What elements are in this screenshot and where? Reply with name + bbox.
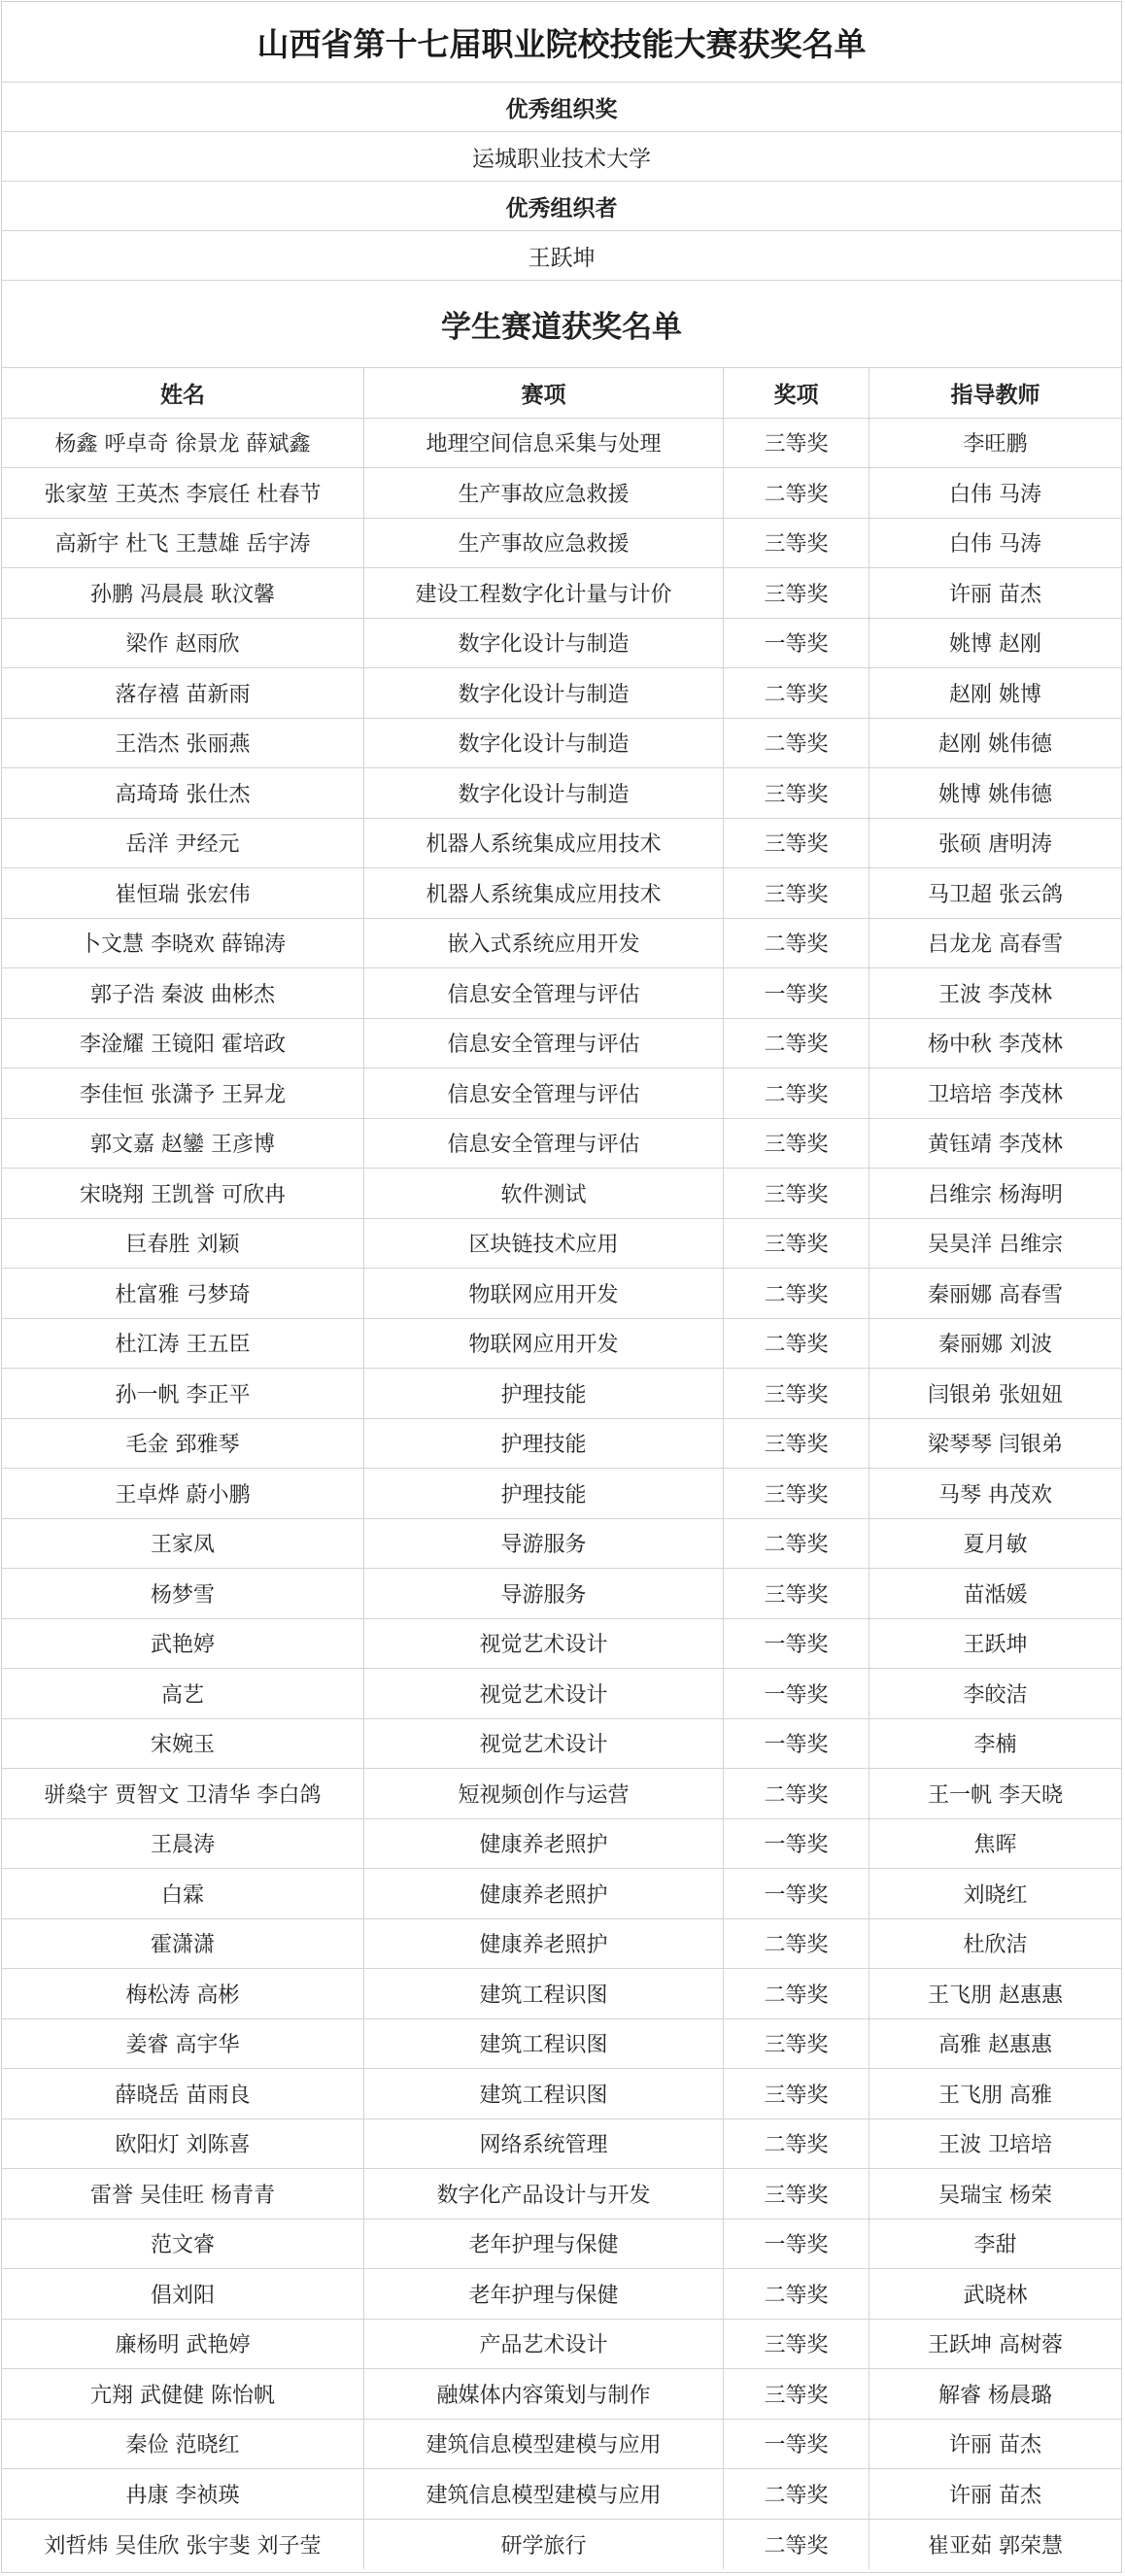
event-cell: 护理技能 (364, 1419, 724, 1469)
table-row (2, 419, 1121, 469)
advisor-cell: 解睿 杨晨璐 (938, 2383, 1052, 2408)
advisor-cell: 许丽 苗杰 (949, 2433, 1041, 2458)
student-names-cell: 王浩杰 张丽燕 (2, 719, 364, 768)
table-row (2, 468, 1121, 519)
student-names-cell: 落存禧 苗新雨 (2, 668, 364, 718)
event-cell: 短视频创作与运营 (364, 1769, 724, 1818)
award-level-cell: 一等奖 (724, 2420, 869, 2469)
award-level-cell: 三等奖 (724, 519, 869, 568)
award-level-cell: 二等奖 (724, 719, 869, 768)
award-table-body (2, 419, 1121, 2570)
table-row (2, 1619, 1121, 1670)
event-cell: 地理空间信息采集与处理 (364, 419, 724, 468)
student-names-cell: 范文睿 (2, 2220, 364, 2269)
student-names-cell: 宋婉玉 (2, 1719, 364, 1769)
event-cell: 数字化产品设计与开发 (364, 2169, 724, 2219)
award-level-cell: 一等奖 (724, 1619, 869, 1669)
advisor-cell: 苗湉媛 (963, 1582, 1028, 1608)
award-level-cell: 三等奖 (724, 2169, 869, 2219)
student-names-cell: 毛金 郅雅琴 (2, 1419, 364, 1469)
award-level-cell: 三等奖 (724, 2069, 869, 2118)
table-row (2, 2420, 1121, 2470)
table-row (2, 1119, 1121, 1169)
advisor-cell: 高雅 赵惠惠 (938, 2033, 1052, 2058)
student-names-cell: 倡刘阳 (2, 2269, 364, 2319)
award-level-cell: 二等奖 (724, 468, 869, 518)
advisor-cell: 马琴 冉茂欢 (938, 1482, 1052, 1508)
table-row (2, 2019, 1121, 2070)
award-level-cell: 三等奖 (724, 419, 869, 468)
award-level-cell: 三等奖 (724, 868, 869, 918)
event-cell: 数字化设计与制造 (364, 719, 724, 768)
advisor-cell: 张硕 唐明涛 (938, 832, 1052, 858)
award-level-cell: 三等奖 (724, 1169, 869, 1218)
award-level-cell: 一等奖 (724, 1669, 869, 1718)
table-row (2, 2069, 1121, 2119)
event-cell: 网络系统管理 (364, 2119, 724, 2169)
advisor-cell: 王跃坤 (963, 1633, 1028, 1658)
advisor-cell: 许丽 苗杰 (949, 2483, 1041, 2508)
award-level-cell: 三等奖 (724, 1469, 869, 1518)
table-row (2, 2469, 1121, 2520)
student-names-cell: 杜富雅 弓梦琦 (2, 1269, 364, 1318)
event-cell: 区块链技术应用 (364, 1219, 724, 1269)
advisor-cell: 白伟 马涛 (949, 532, 1041, 558)
table-row (2, 1519, 1121, 1570)
student-names-cell: 巨春胜 刘颖 (2, 1219, 364, 1269)
column-header-award: 奖项 (724, 368, 869, 418)
table-row (2, 668, 1121, 719)
column-header-advisor: 指导教师 (950, 381, 1040, 408)
organizer-award-heading: 优秀组织者 (2, 182, 1121, 231)
table-row (2, 1419, 1121, 1470)
table-row (2, 1769, 1121, 1819)
advisor-cell: 吴瑞宝 杨荣 (938, 2183, 1052, 2208)
event-cell: 数字化设计与制造 (364, 668, 724, 718)
student-names-cell: 梅松涛 高彬 (2, 1969, 364, 2018)
event-cell: 信息安全管理与评估 (364, 1119, 724, 1169)
table-row (2, 2520, 1121, 2570)
table-row (2, 819, 1121, 869)
event-cell: 嵌入式系统应用开发 (364, 919, 724, 968)
table-row (2, 868, 1121, 919)
event-cell: 视觉艺术设计 (364, 1669, 724, 1718)
event-cell: 信息安全管理与评估 (364, 1019, 724, 1068)
event-cell: 建筑工程识图 (364, 2069, 724, 2118)
advisor-cell: 焦晖 (973, 1833, 1017, 1858)
table-row (2, 1719, 1121, 1770)
advisor-cell: 卫培培 李茂林 (928, 1082, 1063, 1107)
award-level-cell: 三等奖 (724, 1369, 869, 1418)
advisor-cell: 王波 卫培培 (938, 2133, 1052, 2158)
student-names-cell: 王卓烨 蔚小鹏 (2, 1469, 364, 1518)
advisor-cell: 王跃坤 高树蓉 (928, 2333, 1063, 2358)
student-names-cell: 欧阳灯 刘陈喜 (2, 2119, 364, 2169)
table-row (2, 2220, 1121, 2270)
advisor-cell: 王飞朋 赵惠惠 (928, 1983, 1063, 2008)
event-cell: 建筑信息模型建模与应用 (364, 2420, 724, 2469)
advisor-cell: 王飞朋 高雅 (938, 2083, 1052, 2108)
advisor-cell: 秦丽娜 高春雪 (928, 1282, 1063, 1307)
award-level-cell: 二等奖 (724, 1769, 869, 1818)
award-level-cell: 二等奖 (724, 1919, 869, 1969)
table-row (2, 1869, 1121, 1919)
advisor-cell: 李甜 (973, 2233, 1017, 2258)
table-row (2, 1068, 1121, 1119)
student-names-cell: 骈燊宇 贾智文 卫清华 李白鸽 (2, 1769, 364, 1818)
advisor-cell: 赵刚 姚伟德 (938, 732, 1052, 758)
event-cell: 信息安全管理与评估 (364, 1068, 724, 1118)
advisor-cell: 梁琴琴 闫银弟 (928, 1433, 1063, 1458)
award-level-cell: 三等奖 (724, 1119, 869, 1169)
award-level-cell: 二等奖 (724, 668, 869, 718)
advisor-cell: 闫银弟 张妞妞 (928, 1382, 1063, 1407)
award-level-cell: 二等奖 (724, 1969, 869, 2018)
event-cell: 导游服务 (364, 1519, 724, 1569)
event-cell: 数字化设计与制造 (364, 768, 724, 818)
event-cell: 老年护理与保健 (364, 2269, 724, 2319)
event-cell: 软件测试 (364, 1169, 724, 1218)
student-names-cell: 薛晓岳 苗雨良 (2, 2069, 364, 2118)
student-names-cell: 杨梦雪 (2, 1569, 364, 1618)
student-names-cell: 孙鹏 冯晨晨 耿汶馨 (2, 568, 364, 618)
event-cell: 建筑工程识图 (364, 2019, 724, 2069)
advisor-cell: 马卫超 张云鸽 (928, 882, 1063, 907)
table-row (2, 2269, 1121, 2320)
student-names-cell: 秦俭 范晓红 (2, 2420, 364, 2469)
student-names-cell: 廉杨明 武艳婷 (2, 2320, 364, 2369)
award-list-document (1, 1, 1122, 2573)
event-cell: 生产事故应急救援 (364, 519, 724, 568)
table-row (2, 1169, 1121, 1219)
advisor-cell: 王一帆 李天晓 (928, 1782, 1063, 1808)
event-cell: 机器人系统集成应用技术 (364, 819, 724, 868)
award-level-cell: 二等奖 (724, 1019, 869, 1068)
event-cell: 物联网应用开发 (364, 1319, 724, 1369)
student-names-cell: 冉康 李祯瑛 (2, 2469, 364, 2519)
student-names-cell: 张家堃 王英杰 李宸任 杜春节 (2, 468, 364, 518)
table-row (2, 719, 1121, 769)
advisor-cell: 崔亚茹 郭荣慧 (928, 2533, 1063, 2559)
table-row (2, 1269, 1121, 1319)
table-row (2, 2320, 1121, 2370)
column-header-name: 姓名 (2, 368, 364, 418)
event-cell: 视觉艺术设计 (364, 1719, 724, 1769)
table-row (2, 1669, 1121, 1719)
table-header (2, 368, 1121, 419)
event-cell: 建筑工程识图 (364, 1969, 724, 2018)
table-row (2, 619, 1121, 669)
student-names-cell: 霍潇潇 (2, 1919, 364, 1969)
event-cell: 健康养老照护 (364, 1819, 724, 1869)
column-header-event: 赛项 (364, 368, 724, 418)
table-row (2, 1319, 1121, 1370)
event-cell: 建设工程数字化计量与计价 (364, 568, 724, 618)
award-level-cell: 二等奖 (724, 2520, 869, 2570)
table-row (2, 568, 1121, 619)
advisor-cell: 白伟 马涛 (949, 482, 1041, 507)
student-names-cell: 李淦耀 王镜阳 霍培政 (2, 1019, 364, 1068)
event-cell: 生产事故应急救援 (364, 468, 724, 518)
event-cell: 健康养老照护 (364, 1869, 724, 1918)
award-level-cell: 三等奖 (724, 1419, 869, 1469)
award-level-cell: 二等奖 (724, 919, 869, 968)
student-names-cell: 雷誉 吴佳旺 杨青青 (2, 2169, 364, 2219)
student-names-cell: 宋晓翔 王凯誉 可欣冉 (2, 1169, 364, 1218)
event-cell: 物联网应用开发 (364, 1269, 724, 1318)
event-cell: 融媒体内容策划与制作 (364, 2369, 724, 2419)
award-level-cell: 二等奖 (724, 2269, 869, 2319)
event-cell: 护理技能 (364, 1369, 724, 1418)
event-cell: 老年护理与保健 (364, 2220, 724, 2269)
table-row (2, 919, 1121, 969)
advisor-cell: 李旺鹏 (963, 432, 1028, 458)
table-row (2, 1469, 1121, 1519)
table-row (2, 768, 1121, 819)
student-names-cell: 姜睿 高宇华 (2, 2019, 364, 2069)
award-level-cell: 三等奖 (724, 768, 869, 818)
student-names-cell: 杨鑫 呼卓奇 徐景龙 薛斌鑫 (2, 419, 364, 468)
advisor-cell: 杜欣洁 (963, 1933, 1028, 1958)
event-cell: 信息安全管理与评估 (364, 968, 724, 1018)
student-names-cell: 孙一帆 李正平 (2, 1369, 364, 1418)
student-names-cell: 郭文嘉 赵鑾 王彦博 (2, 1119, 364, 1169)
student-names-cell: 刘哲炜 吴佳欣 张宇斐 刘子莹 (2, 2520, 364, 2570)
event-cell: 护理技能 (364, 1469, 724, 1518)
advisor-cell: 吴昊洋 吕维宗 (928, 1233, 1063, 1258)
event-cell: 建筑信息模型建模与应用 (364, 2469, 724, 2519)
advisor-cell: 赵刚 姚博 (949, 682, 1041, 707)
event-cell: 数字化设计与制造 (364, 619, 724, 668)
table-row (2, 1819, 1121, 1870)
student-names-cell: 高艺 (2, 1669, 364, 1718)
award-level-cell: 二等奖 (724, 1519, 869, 1569)
award-level-cell: 二等奖 (724, 1068, 869, 1118)
event-cell: 健康养老照护 (364, 1919, 724, 1969)
student-names-cell: 崔恒瑞 张宏伟 (2, 868, 364, 918)
advisor-cell: 黄钰靖 李茂林 (928, 1133, 1063, 1158)
award-level-cell: 二等奖 (724, 2469, 869, 2519)
student-names-cell: 郭子浩 秦波 曲彬杰 (2, 968, 364, 1018)
student-names-cell: 武艳婷 (2, 1619, 364, 1669)
event-cell: 产品艺术设计 (364, 2320, 724, 2369)
advisor-cell: 姚博 姚伟德 (938, 782, 1052, 807)
table-row (2, 1369, 1121, 1419)
award-level-cell: 一等奖 (724, 1719, 869, 1769)
event-cell: 研学旅行 (364, 2520, 724, 2570)
student-names-cell: 杜江涛 王五臣 (2, 1319, 364, 1369)
advisor-cell: 李皎洁 (963, 1682, 1028, 1708)
award-level-cell: 一等奖 (724, 619, 869, 668)
award-level-cell: 三等奖 (724, 2320, 869, 2369)
page-title: 山西省第十七届职业院校技能大赛获奖名单 (2, 2, 1121, 83)
table-row (2, 1019, 1121, 1069)
student-section-title: 学生赛道获奖名单 (2, 281, 1121, 368)
student-names-cell: 白霖 (2, 1869, 364, 1918)
table-row (2, 519, 1121, 569)
award-level-cell: 三等奖 (724, 568, 869, 618)
table-row (2, 1569, 1121, 1619)
advisor-cell: 李楠 (973, 1733, 1017, 1758)
advisor-cell: 武晓林 (963, 2283, 1028, 2308)
student-names-cell: 高琦琦 张仕杰 (2, 768, 364, 818)
award-level-cell: 一等奖 (724, 1819, 869, 1869)
student-names-cell: 岳洋 尹经元 (2, 819, 364, 868)
advisor-cell: 秦丽娜 刘波 (938, 1333, 1052, 1358)
award-level-cell: 三等奖 (724, 2369, 869, 2419)
organizer-award-value: 王跃坤 (2, 231, 1121, 281)
table-row (2, 1219, 1121, 1270)
award-level-cell: 一等奖 (724, 1869, 869, 1918)
event-cell: 视觉艺术设计 (364, 1619, 724, 1669)
student-names-cell: 卜文慧 李晓欢 薛锦涛 (2, 919, 364, 968)
table-row (2, 2369, 1121, 2420)
advisor-cell: 杨中秋 李茂林 (928, 1033, 1063, 1058)
award-level-cell: 一等奖 (724, 968, 869, 1018)
event-cell: 导游服务 (364, 1569, 724, 1618)
award-level-cell: 三等奖 (724, 2019, 869, 2069)
event-cell: 机器人系统集成应用技术 (364, 868, 724, 918)
student-names-cell: 亢翔 武健健 陈怡帆 (2, 2369, 364, 2419)
table-row (2, 1919, 1121, 1970)
student-names-cell: 李佳恒 张潇予 王昇龙 (2, 1068, 364, 1118)
table-row (2, 968, 1121, 1019)
org-award-value: 运城职业技术大学 (2, 132, 1121, 182)
advisor-cell: 吕维宗 杨海明 (928, 1182, 1063, 1207)
award-level-cell: 二等奖 (724, 1319, 869, 1369)
advisor-cell: 刘晓红 (963, 1882, 1028, 1908)
table-row (2, 2169, 1121, 2220)
award-level-cell: 三等奖 (724, 819, 869, 868)
advisor-cell: 许丽 苗杰 (949, 582, 1041, 607)
award-level-cell: 三等奖 (724, 1569, 869, 1618)
award-level-cell: 三等奖 (724, 1219, 869, 1269)
student-names-cell: 王晨涛 (2, 1819, 364, 1869)
advisor-cell: 王波 李茂林 (938, 982, 1052, 1007)
table-row (2, 2119, 1121, 2170)
student-names-cell: 王家凤 (2, 1519, 364, 1569)
award-level-cell: 二等奖 (724, 1269, 869, 1318)
advisor-cell: 吕龙龙 高春雪 (928, 932, 1063, 958)
table-row (2, 1969, 1121, 2019)
org-award-heading: 优秀组织奖 (2, 83, 1121, 132)
advisor-cell: 夏月敏 (963, 1533, 1028, 1558)
award-level-cell: 二等奖 (724, 2119, 869, 2169)
award-level-cell: 一等奖 (724, 2220, 869, 2269)
student-names-cell: 梁作 赵雨欣 (2, 619, 364, 668)
student-names-cell: 高新宇 杜飞 王慧雄 岳宇涛 (2, 519, 364, 568)
advisor-cell: 姚博 赵刚 (949, 632, 1041, 658)
